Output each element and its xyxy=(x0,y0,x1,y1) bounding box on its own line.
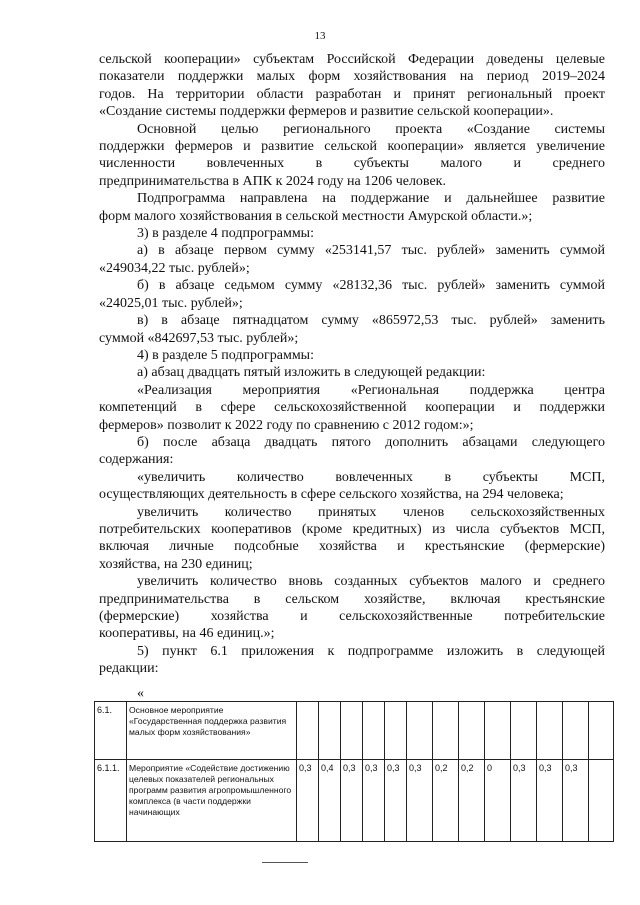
text-line: увеличить количество вновь созданных субъектов малого и среднего xyxy=(137,574,605,590)
text-line: 4) в разделе 5 подпрограммы: xyxy=(137,347,314,363)
table-row xyxy=(95,702,614,760)
text-line: «Реализация мероприятия «Региональная поддержка центра xyxy=(137,382,605,398)
text-line: Основной целью регионального проекта «Создание системы xyxy=(137,121,605,137)
text-line: в) в абзаце пятнадцатом сумму «865972,53 тыс. рублей» заменить xyxy=(137,313,605,329)
text-line: хозяйства, на 230 единиц; xyxy=(99,556,253,572)
row-number-cell: 6.1.1. xyxy=(95,760,127,842)
value-cell xyxy=(485,702,511,760)
row-description-cell: Мероприятие «Содействие достижению целевых показателей региональных программ развития агропромышленного комплекса (в части поддержки начинающих xyxy=(127,760,297,842)
value-cell: 0,4 xyxy=(319,760,341,842)
text-line: «24025,01 тыс. рублей»; xyxy=(99,295,243,311)
text-line: кооперативы, на 46 единиц.»; xyxy=(99,626,275,642)
text-line: б) в абзаце седьмом сумму «28132,36 тыс. рублей» заменить суммой xyxy=(137,278,605,294)
text-line: 3) в разделе 4 подпрограммы: xyxy=(137,226,314,242)
value-cell xyxy=(385,702,407,760)
text-line: потребительских кооперативов (кроме кредитных) из числа субъектов МСП, xyxy=(99,521,605,537)
text-line: а) абзац двадцать пятый изложить в следующей редакции: xyxy=(137,365,486,381)
value-cell: 0,3 xyxy=(511,760,537,842)
value-cell xyxy=(589,760,614,842)
value-cell: 0,3 xyxy=(385,760,407,842)
value-cell: 0,3 xyxy=(537,760,563,842)
value-cell xyxy=(511,702,537,760)
text-line: 5) пункт 6.1 приложения к подпрограмме изложить в следующей xyxy=(137,643,605,659)
row-description-cell: Основное мероприятие «Государственная поддержка развития малых форм хозяйствования» xyxy=(127,702,297,760)
value-cell: 0,3 xyxy=(407,760,433,842)
program-indicators-table xyxy=(94,701,614,842)
value-cell xyxy=(537,702,563,760)
value-cell xyxy=(407,702,433,760)
opening-quote-mark: « xyxy=(137,686,144,701)
text-line: поддержки фермеров и развитие сельской кооперации» является увеличение xyxy=(99,139,605,155)
value-cell xyxy=(563,702,589,760)
table-row xyxy=(95,760,614,842)
value-cell xyxy=(433,702,459,760)
text-line: «увеличить количество вовлеченных в субъекты МСП, xyxy=(137,469,605,485)
value-cell: 0,3 xyxy=(341,760,363,842)
value-cell xyxy=(589,702,614,760)
page-number: 13 xyxy=(314,30,326,42)
value-cell xyxy=(459,702,485,760)
text-line: осуществляющих деятельность в сфере сельского хозяйства, на 294 человека; xyxy=(99,487,564,503)
text-line: увеличить количество принятых членов сельскохозяйственных xyxy=(137,504,605,520)
text-line: численности вовлеченных в субъекты малого и среднего xyxy=(99,156,605,172)
text-line: Подпрограмма направлена на поддержание и дальнейшее развитие xyxy=(137,191,605,207)
text-line: фермеров» позволит к 2022 году по сравнению с 2012 годом:»; xyxy=(99,417,474,433)
text-line: суммой «842697,53 тыс. рублей»; xyxy=(99,330,299,346)
value-cell xyxy=(341,702,363,760)
text-line: компетенций в сфере сельскохозяйственной кооперации и поддержки xyxy=(99,400,605,416)
text-line: форм малого хозяйствования в сельской местности Амурской области.»; xyxy=(99,208,533,224)
value-cell: 0,3 xyxy=(563,760,589,842)
value-cell: 0,3 xyxy=(363,760,385,842)
text-line: редакции: xyxy=(99,661,159,677)
text-line: б) после абзаца двадцать пятого дополнить абзацами следующего xyxy=(137,434,605,450)
table-underline xyxy=(262,862,308,863)
text-line: «249034,22 тыс. рублей»; xyxy=(99,260,250,276)
text-line: показатели поддержки малых форм хозяйствования на период 2019–2024 xyxy=(99,69,605,85)
row-number-cell: 6.1. xyxy=(95,702,127,760)
text-line: «Создание системы поддержки фермеров и развитие сельской кооперации». xyxy=(99,104,554,120)
text-line: предпринимательства в АПК к 2024 году на 1206 человек. xyxy=(99,173,446,189)
text-line: а) в абзаце первом сумму «253141,57 тыс. рублей» заменить суммой xyxy=(137,243,605,259)
value-cell xyxy=(297,702,319,760)
text-line: годов. На территории области разработан и принят региональный проект xyxy=(99,86,605,102)
text-line: содержания: xyxy=(99,452,174,468)
value-cell: 0,3 xyxy=(297,760,319,842)
document-body xyxy=(99,51,605,678)
text-line: (фермерские) хозяйства и сельскохозяйственные потребительские xyxy=(99,609,605,624)
value-cell: 0 xyxy=(485,760,511,842)
value-cell: 0,2 xyxy=(433,760,459,842)
value-cell xyxy=(319,702,341,760)
text-line: предпринимательства в сельском хозяйстве, включая крестьянские xyxy=(99,591,605,607)
text-line: включая личные подсобные хозяйства и крестьянские (фермерские) xyxy=(99,539,605,555)
value-cell xyxy=(363,702,385,760)
text-line: сельской кооперации» субъектам Российской Федерации доведены целевые xyxy=(99,52,605,67)
value-cell: 0,2 xyxy=(459,760,485,842)
